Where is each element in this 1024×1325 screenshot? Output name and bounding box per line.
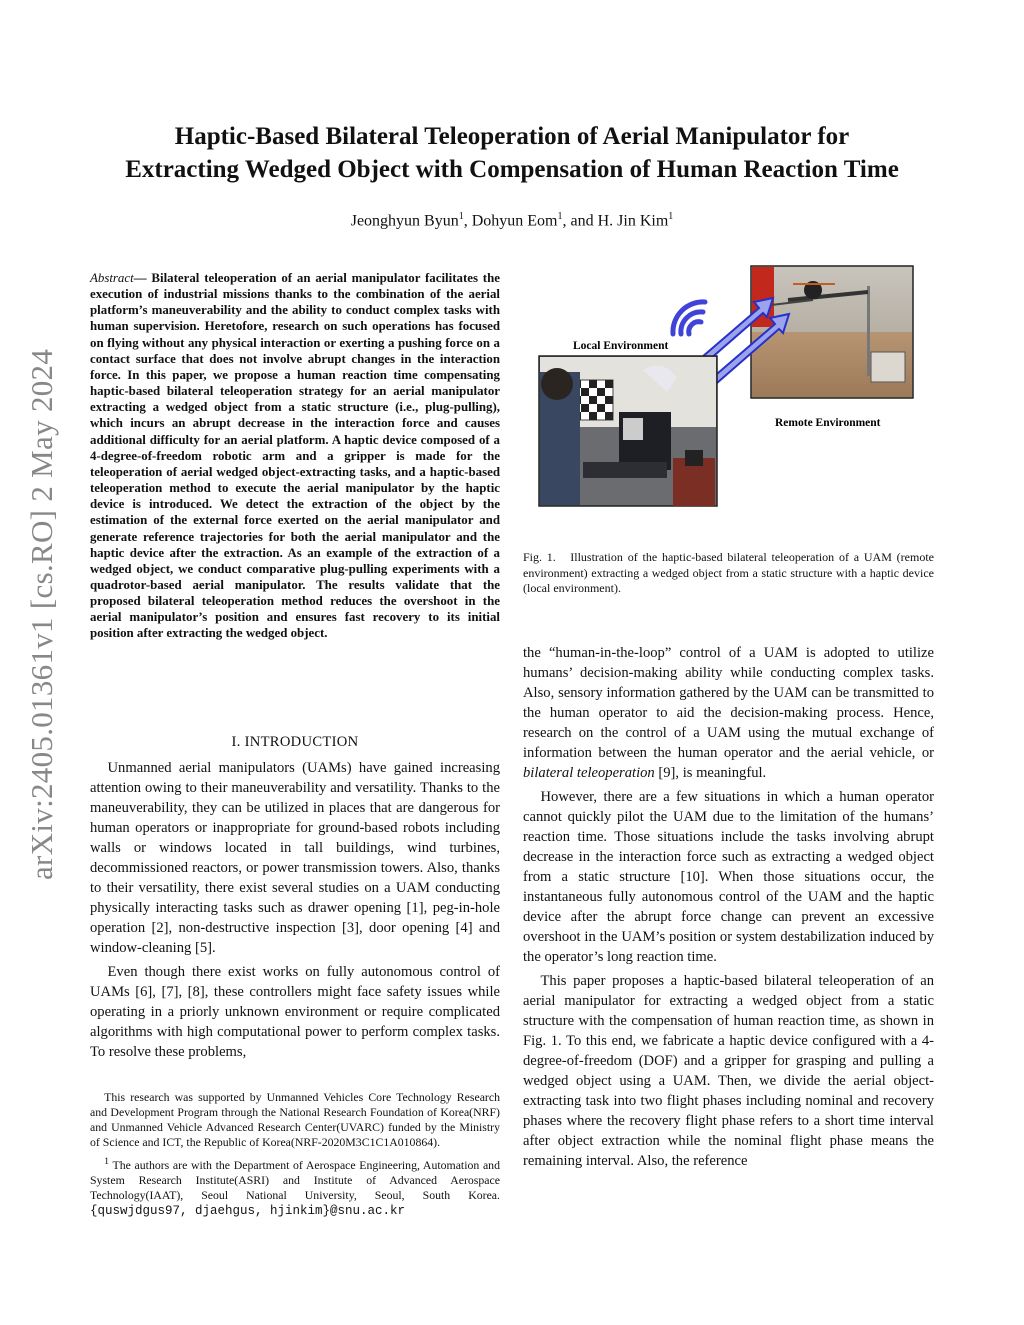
paragraph: Unmanned aerial manipulators (UAMs) have gained increasing attention owing to their maneuverability and versatility. Thanks to the maneuverability, they can be utilized in places that are dangerous for human operators or inappropriate for ground-based robots including walls or windows located in tall buildings, wind turbines, decommissioned reactors, or power transmission towers. Also, thanks to their versatility, there exist several studies on a UAM conducting physically interacting tasks such as drawer opening [1], peg-in-hole operation [2], non-destructive inspection [3], door opening [4] and window-cleaning [5]. [90,760,500,956]
footnote-affiliation: $^1$ The authors are with the Department of Aerospace Engineering, Automation and System Research Institute(ASRI) and Institute of Advanced Aerospace Technology(IAAT), Seoul National University, Seoul, South Korea. {quswjdgus97, djaehgus, hjinkim}@snu.ac.kr [90,1156,500,1218]
author-1: Jeonghyun Byun [350,212,459,230]
figure-1 [523,262,934,517]
arxiv-identifier[interactable]: arXiv:2405.01361v1 [cs.RO] 2 May 2024 [24,348,59,880]
paragraph: Even though there exist works on fully autonomous control of UAMs [6], [7], [8], these controllers might face safety issues while operating in a priorly unknown environment or require complicated algorithms with high computational power to perform complex tasks. To resolve these problems, [90,964,500,1060]
figure-1-illustration [523,262,934,517]
author-2: Dohyun Eom [471,212,558,230]
abstract-text: — Bilateral teleoperation of an aerial manipulator facilitates the execution of industrial missions thanks to the combination of the aerial platform’s maneuverability and the ability to conduct complex tasks with human supervision. Heretofore, research on such operations has focused on flying without any physical interaction or exerting a pushing force on a contact surface that does not involve abrupt changes in the interaction force. In this paper, we propose a human reaction time compensating haptic-based bilateral teleoperation strategy for an aerial manipulator extracting a wedged object from a static structure (i.e., plug-pulling), which incurs an abrupt decrease in the interaction force and causes additional difficulty for an aerial platform. A haptic device composed of a 4-degree-of-freedom robotic arm and a gripper is made for the teleoperation of aerial wedged object-extracting tasks, and a haptic-based teleoperation method to execute the aerial manipulator by the haptic device is introduced. We detect the extraction of the object by the estimation of the external force exerted on the aerial manipulator and generate reference trajectories for both the aerial manipulator and the haptic device after the extraction. As an example of the extraction of a wedged object, we conduct comparative plug-pulling experiments with a quadrotor-based aerial manipulator. The results validate that the proposed bilateral teleoperation method reduces the overshoot in the aerial manipulator’s position and ensures fast recovery to its initial position after extracting the wedged object. [90,271,500,641]
remote-environment-label: Remote Environment [775,417,881,429]
author-emails[interactable]: {quswjdgus97, djaehgus, hjinkim}@snu.ac.kr [90,1203,406,1218]
local-environment-photo [539,356,717,506]
caption-label: Fig. 1. [523,550,556,564]
paragraph: the “human-in-the-loop” control of a UAM is adopted to utilize humans’ decision-making ability while conducting complex tasks. Also, sensory information gathered by the UAM can be transmitted to the human operator to aid the decision-making process. Hence, research on the control of a UAM using the mutual exchange of information between the human operator and the aerial vehicle, or bilateral teleoperation [9], is meaningful. [523,645,934,781]
footnotes [90,1090,500,1219]
author-3: and H. Jin Kim [570,212,669,230]
local-environment-label: Local Environment [573,340,669,352]
wireless-signal-icon [673,302,705,334]
title-line-2: Extracting Wedged Object with Compensation of Human Reaction Time [125,156,899,183]
left-column-body [90,758,500,1062]
author-list: Jeonghyun Byun$^1$, Dohyun Eom$^1$, and H. Jin Kim$^1$ [350,211,674,230]
paper-title [60,120,964,186]
abstract-label: Abstract [90,271,134,285]
section-heading-introduction: I. INTRODUCTION [231,734,359,750]
right-column-body [523,643,934,1171]
paragraph: However, there are a few situations in which a human operator cannot quickly pilot the UAM due to the limitation of the humans’ reaction time. Those situations include the tasks involving abrupt decrease in the interaction force such as extracting a wedged object from a static structure [10]. When those situations occur, the instantaneous fully autonomous control of the UAM and the haptic device after the abrupt force change can prevent an excessive overshoot in the UAM’s position or system destabilization induced by the operator’s long reaction time. [523,789,934,965]
figure-1-caption [523,550,934,597]
paragraph: This paper proposes a haptic-based bilateral teleoperation of an aerial manipulator for extracting a wedged object from a static structure with the compensation of human reaction time, as shown in Fig. 1. To this end, we fabricate a haptic device configured with a 4-degree-of-freedom (DOF) and a gripper for grasping and pulling a wedged object using a UAM. Then, we divide the aerial object-extracting task into two flight phases including nominal and recovery phases where the recovery flight phase refers to a short time interval after object extraction while the nominal flight phase means the remaining interval. Also, the reference [523,973,934,1169]
caption-text: Illustration of the haptic-based bilateral teleoperation of a UAM (remote environment) extracting a wedged object from a static structure with a haptic device (local environment). [523,550,934,595]
abstract [90,270,500,642]
title-line-1: Haptic-Based Bilateral Teleoperation of Aerial Manipulator for [174,123,850,150]
footnote-funding: This research was supported by Unmanned Vehicles Core Technology Research and Development Program through the National Research Foundation of Korea(NRF) and Unmanned Vehicle Advanced Research Center(UVARC) funded by the Ministry of Science and ICT, the Republic of Korea(NRF-2020M3C1C1A010864). [90,1090,500,1149]
